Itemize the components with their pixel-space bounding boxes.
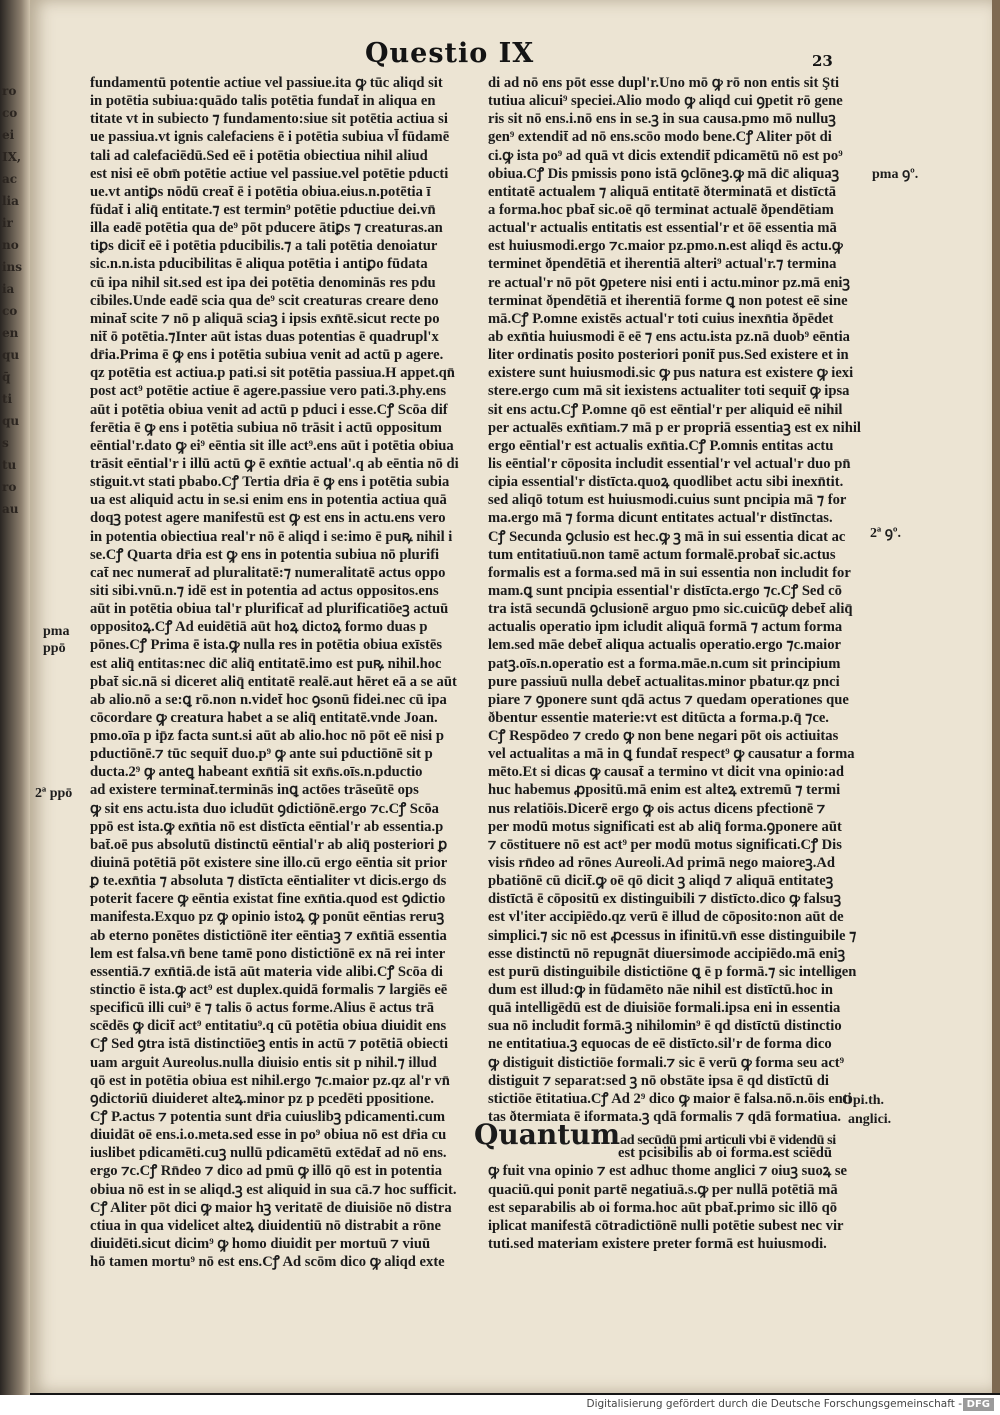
text-line: pōnes.Cꝭ Prima ē ista.ꝙ nulla res in potētia obiua exīstēs: [90, 637, 443, 654]
text-line: tra istā secundā ꝯclusionē arguo pmo sic.cuicūꝙ debet̄ aliq̄: [488, 601, 853, 618]
text-line: tas ðtermiata ē iformata.ꝫ qdā formalis ⁊ qdā formatiua.: [488, 1109, 842, 1126]
gutter-fragment: ia: [2, 282, 15, 296]
text-line: huc habemus ꝓpositū.mā enim est alteꝝ extremū ⁊ termi: [488, 782, 841, 799]
text-line: cibiles.Unde eadē scia qua de⁹ scit creaturas creare deno: [90, 292, 439, 309]
text-line: ctiua in qua videlicet alteꝝ diuidentiū nō distrabit a rōne: [90, 1217, 442, 1234]
text-line: ꝙ fuit vna opinio ⁊ est adhuc thome anglici ⁊ oiuꝫ suoꝝ se: [488, 1163, 847, 1180]
text-line: existere sunt huiusmodi.sic ꝙ pus natura est existere ꝙ iexi: [488, 365, 854, 382]
text-line: se.Cꝭ Quarta dr̄ia est ꝙ ens in potentia subiua nō plurifi: [90, 546, 440, 563]
margin-note-secunda-propositio: 2ª ppō: [35, 786, 73, 801]
text-line: mā.Cꝭ P.omne existēs actual'r toti cuius inexn̄tia ðpēdet: [488, 310, 834, 327]
text-line: nit̄ ō potētia.⁊Inter aūt istas duas potentias ē quadrupl'x: [90, 328, 439, 345]
gutter-fragment: qu: [2, 348, 20, 362]
text-line: re actual'r nō pōt ꝯpetere nisi enti i actu.minor pz.mā eniꝫ: [488, 274, 850, 291]
text-line: visis rn̄deo ad rōnes Aureoli.Ad primā nego maioreꝫ.Ad: [488, 855, 836, 872]
gutter-fragment: lia: [2, 194, 19, 208]
text-line: entitatē actualem ⁊ aliquā entitatē ðterminatā et distīctā: [488, 183, 837, 200]
text-line: bat̄.oē pus absolutū distinctū eēntial'r ab aliq̄ posteriori ꝑ: [90, 836, 448, 853]
text-line: ue.vt antiꝑs nōdū creat̄ ē i potētia obiua.eius.n.potētia ī: [90, 183, 431, 200]
gutter-fragment: en: [2, 326, 19, 340]
text-line: pbat̄ sic.nā si diceret aliq̄ entitatē realē.aut hēret eā a se aūt: [90, 673, 457, 690]
text-line: ergo ⁊c.Cꝭ Rn̄deo ⁊ dico ad pmū ꝙ illō qō est in potentia: [90, 1163, 443, 1180]
text-line: est separabilis ab oi forma.hoc aūt pbat̄.primo sic illō qō: [488, 1199, 838, 1216]
text-line: dr̄ia.Prima ē ꝙ ens i potētia subiua venit ad actū p agere.: [90, 347, 444, 364]
quantum-lead-text: ad secūdū pmi articuli vbi ē videndū si: [620, 1132, 836, 1149]
text-line: cat̄ nec numerat̄ ad pluralitatē:⁊ numeralitatē actus oppo: [90, 564, 446, 581]
text-line: siti sibi.vnū.n.⁊ idē est in potentia ad actus oppositos.ens: [90, 582, 439, 599]
text-line: Cꝭ Secunda ꝯclusio est hec.ꝙ ꝫ mā in sui essentia dicat ac: [488, 528, 846, 545]
text-line: sua nō includit formā.ꝫ nihilomin⁹ ē qd distīctū distinctio: [488, 1018, 842, 1035]
text-line: tuti.sed materiam existere preter formā est huiusmodi.: [488, 1236, 827, 1252]
text-line: diuidēti.sicut dicim⁹ ꝙ homo diuidit per mortuū ⁊ viuū: [90, 1236, 431, 1252]
text-line: ꝙ distiguit distictiōe formali.⁊ sic ē verū ꝙ forma seu act⁹: [488, 1054, 845, 1071]
gutter-fragment: ei: [2, 128, 15, 142]
text-line: piare ⁊ ꝯponere sunt qdā actus ⁊ quedam operationes que: [488, 691, 849, 708]
text-line: obiua.Cꝭ Dis pmissis pono istā ꝯclōneꝫ.ꝙ mā dic̄ aliquaꝫ: [488, 165, 840, 182]
text-line: est huiusmodi.ergo ⁊c.maior pz.pmo.n.est aliqd ēs actu.ꝙ: [488, 238, 843, 255]
margin-note-anglici: anglici.: [848, 1112, 892, 1127]
text-line: pmo.oīa p ip̄z facta sunt.si aūt ab alio.hoc nō pōt eē nisi p: [90, 728, 444, 745]
text-line: aūt i potētia obiua venit ad actū p pduci i esse.Cꝭ Scōa dif: [90, 401, 448, 418]
text-line: lis eēntial'r cōposita includit essential'r vel actual'r duo pn̄: [488, 455, 851, 472]
text-line: iuslibet pdicamēti.cuꝫ nullū pdicamētū extēdat̄ ad nō ens.: [90, 1145, 447, 1162]
text-line: ris sit nō ens.i.nō ens in se.ꝫ in sua causa.pmo mō nulluꝫ: [488, 111, 836, 128]
text-line: essentiā.⁊ exn̄tiā.de istā aūt materia vide alibi.Cꝭ Scōa di: [90, 963, 443, 980]
text-line: ꝑ te.exn̄tia ⁊ absoluta ⁊ distīcta eēntialiter vt dicis.ergo ds: [90, 873, 447, 890]
text-line: scēdēs ꝙ dicit̄ act⁹ entitatiu⁹.q cū potētia obiua diuidit ens: [90, 1018, 447, 1035]
text-line: specificū illi cui⁹ ē ⁊ talis ō actus forme.Alius ē actus trā: [90, 1000, 434, 1017]
text-line: patꝫ.oīs.n.operatio est a forma.māe.n.cum sit principium: [488, 655, 841, 672]
text-line: pbatiōnē cū dicit̄.ꝙ oē qō dicit ꝫ aliqd ⁊ aliquā entitateꝫ: [488, 873, 834, 890]
text-line: distiguit ⁊ separat:sed ꝫ nō obstāte ipsa ē qd distīctū di: [488, 1072, 829, 1089]
text-line: cōcordare ꝙ creatura habet a se aliq̄ entitatē.vnde Joan.: [90, 709, 438, 726]
gutter-fragment: tu: [2, 458, 17, 472]
text-line: tum entitatiuū.non tamē actum formalē.probat̄ sic.actus: [488, 546, 836, 563]
text-line: Cꝭ Respōdeo ⁊ credo ꝙ non bene negari pōt ois actiuitas: [488, 728, 839, 745]
gutter-fragment: qu: [2, 414, 20, 428]
gutter-fragment: co: [2, 304, 18, 318]
text-line: trāsit eēntial'r i illū actū ꝙ ē exn̄tie actual'.q ab eēntia nō di: [90, 455, 459, 472]
text-line: cū ipa nihil sit.sed est ipa dei potētia denominās res pdu: [90, 274, 436, 291]
text-line: est nisi eē obm̄ potētie actiue vel passiue.vel potētie pducti: [90, 165, 449, 182]
text-line: a forma.hoc pbat̄ sic.oē qō terminat actualē ðpendētiam: [488, 201, 834, 218]
text-line: liter ordinatis posito posteriori ponit̄ pus.Sed existere et in: [488, 347, 849, 364]
text-line: Cꝭ Aliter pōt dici ꝙ maior hꝫ veritatē de diuisiōe nō distra: [90, 1199, 452, 1216]
text-line: terminet ðpendētiā et iherentiā alteri⁹ actual'r.⁊ termina: [488, 256, 837, 273]
text-line: iplicat manifestā cōtradictiōnē nulli potētie subest nec vir: [488, 1217, 844, 1234]
text-line: di ad nō ens pōt esse dupl'r.Uno mō ꝙ rō non entis sit Şti: [488, 75, 840, 91]
text-line: esse distinctū nō repugnāt diuersimode accipiēdo.mā eniꝫ: [488, 945, 846, 962]
text-line: qz potētia est actiua.p pati.si sit potētia passiua.H appet.qn̄: [90, 365, 455, 382]
text-line: distīctā ē cōpositū ex distinguibili ⁊ distīcto.dico ꝙ falsuꝫ: [488, 891, 842, 908]
margin-note-propositio: ppō: [43, 641, 66, 656]
footer-credit: Digitalisierung gefördert durch die Deutsche Forschungsgemeinschaft -: [586, 1398, 962, 1410]
text-line: uam arguit Aureolus.nulla diuisio entis sit p nihil.⁊ illud: [90, 1054, 437, 1071]
text-line: obiua nō est in se aliqd.ꝫ est aliquid in sua cā.⁊ hoc sufficit.: [90, 1181, 457, 1198]
text-line: ma.ergo mā ⁊ forma dicunt entitates actual'r distīnctas.: [488, 510, 833, 527]
text-line: in potentia obiectiua real'r nō ē aliqd i se:imo ē puꝶ nihil i: [90, 528, 453, 545]
text-line: ⁊ cōstituere nō est act⁹ per modū motus significati.Cꝭ Dis: [488, 836, 842, 853]
text-line: lem.sed māe debet̄ aliqua actualis operatio.ergo ⁊c.maior: [488, 637, 841, 654]
right-column: [474, 74, 873, 1253]
text-line: ci.ꝙ ista po⁹ ad quā vt dicis extendit̄ pdicamētū nō est po⁹: [488, 147, 843, 164]
text-line: aūt in potētia obiua tal'r plurificat̄ ad plurificatiōeꝫ actuū: [90, 601, 449, 618]
gutter-fragment: IX,: [2, 150, 22, 164]
text-line: in potētia subiua:quādo talis potētia fundat̄ in aliqua en: [90, 93, 436, 110]
text-line: post act⁹ potētie actiue ē agere.passiue vero pati.3.phy.ens: [90, 383, 447, 400]
gutter-fragment: no: [2, 238, 19, 252]
quantum-heading-line: [474, 1118, 873, 1152]
running-header: Questio IX: [365, 38, 535, 69]
text-line: diuinā potētiā pōt existere sine illo.cū ergo eēntia sit prior: [90, 855, 448, 872]
text-line: quaciū.qui ponit partē negatiuā.s.ꝙ per nullā potētiā mā: [488, 1181, 838, 1198]
text-line: simplici.⁊ sic nō est ꝓcessus in ifinitū.vn̄ esse distinguibile ⁊: [488, 927, 857, 944]
text-line: est aliq̄ entitas:nec dic̄ aliq̄ entitatē.imo est puꝶ nihil.hoc: [90, 655, 442, 672]
text-line: illa eadē potētia qua de⁹ pōt pducere ātiꝑs ⁊ creaturas.an: [90, 220, 443, 237]
text-line: pure passiuū nulla debet̄ actualitas.minor pbatur.qz pnci: [488, 673, 840, 690]
dfg-logo: DFG: [963, 1398, 994, 1411]
text-line: formalis est a forma.sed mā in sui essentia non includit for: [488, 564, 851, 581]
text-line: terminat ðpendētiā et iherentiā forme ꝗ non potest eē sine: [488, 292, 848, 309]
text-line: ergo eēntial'r est actualis exn̄tia.Cꝭ P.omnis entitas actu: [488, 437, 834, 454]
gutter-fragment: q̄: [2, 370, 11, 384]
folio-number: 23: [812, 52, 833, 70]
text-line: mēto.Et si dicas ꝙ causat̄ a termino vt dicit vna opinio:ad: [488, 764, 844, 781]
text-line: tiꝑs dicit̄ eē i potētia pducibilis.⁊ a tali potētia denoiatur: [90, 238, 438, 255]
text-line: ðbentur essentie materie:vt est ditūcta a forma.p.q̄ ⁊ce.: [488, 709, 829, 726]
gutter-fragment: ir: [2, 216, 13, 230]
text-line: ferētia ē ꝙ ens i potētia subiua nō trāsit i actū oppositum: [90, 419, 442, 436]
text-line: est vl'iter accipiēdo.qz verū ē illud de cōposito:non aūt de: [488, 909, 844, 926]
text-line: qō est in potētia obiua est nihil.ergo ⁊c.maior pz.qz al'r vn̄: [90, 1072, 450, 1089]
text-line: lem est falsa.vn̄ bene tamē pono distictiōnē ex nā rei inter: [90, 945, 446, 962]
text-line: stinctio ē ista.ꝙ act⁹ est duplex.quidā formalis ⁊ largiēs eē: [90, 982, 448, 999]
text-line: stiguit.vt stati pbabo.Cꝭ Tertia dr̄ia ē ꝙ ens i potētia subia: [90, 474, 450, 491]
gutter-fragment: ins: [2, 260, 23, 274]
text-line: ab eterno ponētes distictiōnē iter eēntiaꝫ ⁊ exn̄tiā essentia: [90, 927, 447, 944]
text-line: tutiua alicui⁹ speciei.Alio modo ꝙ aliqd cui ꝯpetit rō gene: [488, 93, 843, 110]
text-line: ab alio.nō a se:ꝗ rō.non n.videt̄ hoc ꝯsonū fidei.nec cū ipa: [90, 691, 447, 708]
text-line: sic.n.n.ista pducibilitas ē aliqua potētia i antiꝑo fūdata: [90, 256, 428, 273]
text-line: Cꝭ P.actus ⁊ potentia sunt dr̄ia cuiuslibꝫ pdicamenti.cum: [90, 1109, 446, 1126]
text-line: actual'r actualis entitatis est essential'r et ōē essentia mā: [488, 220, 837, 237]
text-line: ue passiua.vt ignis calefaciens ē i potētia subiua vl̄ fūdamē: [90, 129, 450, 146]
text-line: est purū distinguibile distictiōne ꝗ ē p formā.⁊ sic intelligen: [488, 963, 857, 980]
text-line: titate vt in subiecto ⁊ fundamento:siue sit potētia actiua si: [90, 111, 448, 128]
text-line: per modū motus significati est ab aliq̄ forma.ꝯponere aūt: [488, 818, 842, 835]
margin-note-opinio-thome: Opi.th.: [842, 1093, 885, 1108]
footer-bar: [0, 1395, 1000, 1415]
text-line: ab exn̄tia huiusmodi ē eē ⁊ ens actu.ista pz.nā duob⁹ eēntia: [488, 328, 850, 345]
text-line: mam.ꝗ sunt pncipia essential'r distīcta.ergo ⁊c.Cꝭ Sed cō: [488, 582, 842, 599]
text-line: ppō est ista.ꝙ exn̄tia nō est distīcta eēntial'r ab essentia.p: [90, 818, 444, 835]
text-line: fundamentū potentie actiue vel passiue.ita ꝙ tūc aliqd sit: [90, 75, 443, 91]
gutter-fragment: au: [2, 502, 19, 516]
text-line: minat̄ scite ⁊ nō p aliquā sciaꝫ i ipsis exn̄tē.sicut recte po: [90, 310, 440, 327]
text-line: quā intelligēdū est de diuisiōe formali.ipsa eni in essentia: [488, 1000, 841, 1017]
text-line: diuidāt oē ens.i.o.meta.sed esse in po⁹ obiua nō est dr̄ia cu: [90, 1127, 447, 1144]
text-line: ꝙ sit ens actu.ista duo icludūt ꝯdictiōnē.ergo ⁊c.Cꝭ Scōa: [90, 800, 439, 817]
text-line: ad existere terminat̄.terminās inꝗ actōes trāseūtē ops: [90, 782, 419, 799]
gutter-fragment: s: [2, 436, 9, 450]
book-gutter: [0, 0, 30, 1395]
text-line: eēntial'r.dato ꝙ ei⁹ eēntia sit ille act⁹.ens aūt i potētia obiua: [90, 437, 454, 454]
text-line: manifesta.Exquo pz ꝙ opinio istoꝝ ꝙ ponūt eēntias reruꝫ: [90, 909, 445, 926]
text-line: vel actualitas a mā in ꝗ fundat̄ respect⁹ ꝙ causatur a forma: [488, 746, 855, 763]
gutter-fragment: ro: [2, 84, 17, 98]
text-line: stere.ergo cum mā sit iexistens actualiter toti sequit̄ ꝙ ipsa: [488, 383, 850, 400]
text-line: stictiōe ētitatiua.Cꝭ Ad 2⁹ dico ꝙ maior ē falsa.nō.n.ōis enti: [488, 1090, 852, 1107]
margin-note-secunda-conclusio: 2ª ꝯº.: [870, 526, 902, 541]
text-line: cipia essential'r distīcta.quoꝝ quodlibet actu sibi inexn̄tit.: [488, 474, 844, 491]
text-line: est pcisibilis ab oi forma.est sciēdū: [618, 1145, 833, 1162]
text-line: fūdat̄ i aliq̄ entitate.⁊ est termin⁹ potētie pductiue dei.vn̄: [90, 201, 436, 218]
gutter-text: [2, 80, 26, 516]
text-line: ua est aliquid actu in se.si enim ens in potentia actiua quā: [90, 492, 447, 509]
margin-note-prima: pma: [43, 624, 70, 639]
page-edge: [992, 0, 1000, 1393]
text-line: ꝯdictoriū diuideret alteꝝ.minor pz p pcedēti ppositione.: [90, 1090, 435, 1107]
text-line: actualis operatio ipm icludit aliquā formā ⁊ actum forma: [488, 619, 843, 636]
text-line: doqꝫ potest agere manifestū est ꝙ est ens in actu.ens vero: [90, 510, 446, 527]
text-line: sit ens actu.Cꝭ P.omne qō est eēntial'r per aliquid eē nihil: [488, 401, 843, 418]
text-line: tali ad calefaciēdū.Sed eē i potētia obiectiua nihil aliud: [90, 147, 428, 164]
text-line: ne entitatiua.ꝫ equocas de eē distīcto.sil'r de forma dico: [488, 1036, 832, 1053]
text-line: pductiōnē.⁊ tūc sequit̄ duo.p⁹ ꝙ ante sui pductiōnē sit p: [90, 746, 433, 763]
quantum-initial: Quantum: [474, 1118, 621, 1152]
text-line: per actualēs exn̄tiam.⁊ mā p er propriā essentiaꝫ est ex nihil: [488, 419, 861, 436]
text-line: sed aliqō totum est huiusmodi.cuius sunt pncipia mā ⁊ for: [488, 492, 847, 509]
text-line: Cꝭ Sed ꝯtra istā distinctiōeꝫ entis in actū ⁊ potētiā obiecti: [90, 1036, 449, 1053]
text-line: gen⁹ extendit̄ ad nō ens.scōo modo bene.Cꝭ Aliter pōt di: [488, 129, 832, 146]
text-line: nus relatiōis.Dicerē ergo ꝙ ois actus dicens pfectionē ⁊: [488, 800, 826, 817]
gutter-fragment: ro: [2, 480, 17, 494]
gutter-fragment: ti: [2, 392, 13, 406]
margin-note-prima-conclusio: pma ꝯº.: [872, 167, 919, 182]
text-line: oppositoꝝ.Cꝭ Ad euidētiā aūt hoꝝ dictoꝝ formo duas p: [90, 619, 428, 636]
text-line: dum est illud:ꝙ in fūdamēto nāe nihil est distīctū.hoc in: [488, 982, 834, 999]
text-line: hō tamen mortu⁹ nō est ens.Cꝭ Ad scōm dico ꝙ aliqd exte: [90, 1254, 445, 1271]
gutter-fragment: co: [2, 106, 18, 120]
text-line: poterit facere ꝙ eēntia existat fine exn̄tia.quod est ꝯdictio: [90, 891, 446, 908]
left-column: [90, 74, 470, 1271]
gutter-fragment: ac: [2, 172, 18, 186]
text-line: ducta.2⁹ ꝙ anteꝗ habeant exn̄tiā sit exn̄s.oīs.n.pductio: [90, 764, 423, 781]
